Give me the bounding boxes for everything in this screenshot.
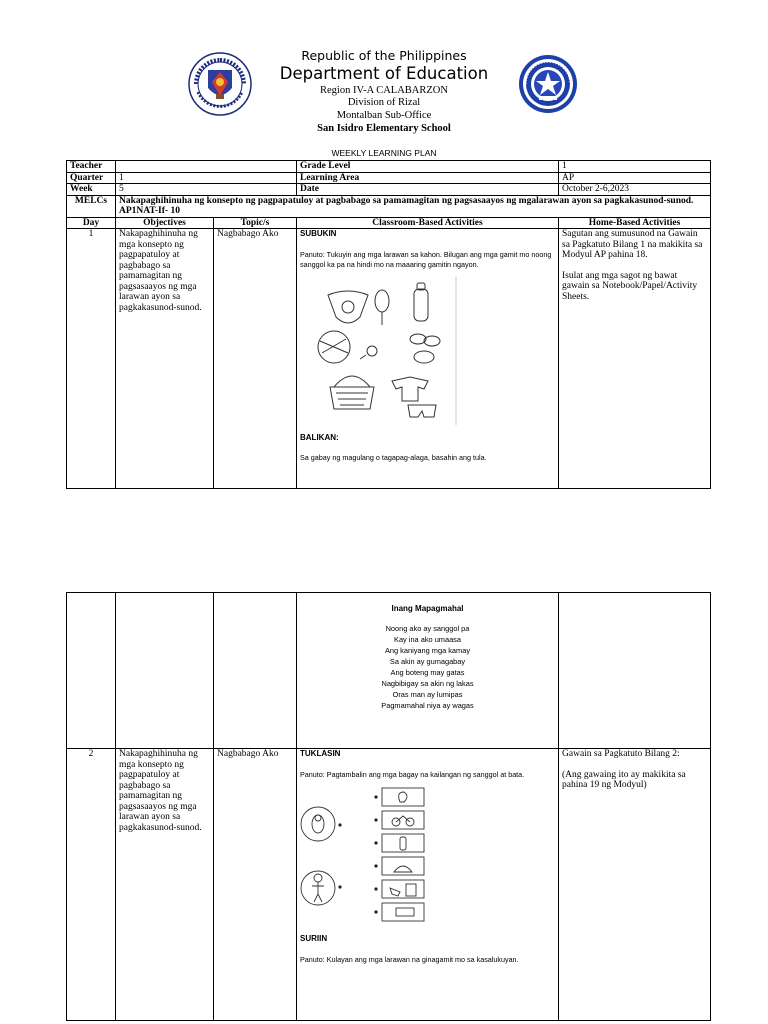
day1-home xyxy=(559,229,711,489)
day1-topic: Nagbabago Ako xyxy=(214,229,297,489)
poem-line: Oras man ay lumipas xyxy=(392,690,463,699)
poem-row-objective xyxy=(116,593,214,749)
day2-topic: Nagbabago Ako xyxy=(214,749,297,1021)
poem-line: Ang boteng may gatas xyxy=(390,668,465,677)
poem-row xyxy=(67,593,711,749)
matching-illustration xyxy=(300,784,460,928)
area-label: Learning Area xyxy=(297,172,559,184)
republic-line: Republic of the Philippines xyxy=(301,48,467,63)
weekly-plan-table-continued xyxy=(66,592,711,1021)
balikan-title: BALIKAN: xyxy=(300,432,339,442)
subukin-instructions: Panuto: Tukuyin ang mga larawan sa kahon. Bilugan ang mga gamit mo noong sanggol ka pa na hindi mo na maaaring gamitin ngayon. xyxy=(300,249,552,269)
poem-row-topic xyxy=(214,593,297,749)
grade-value: 1 xyxy=(559,161,711,173)
day2-home-task: Gawain sa Pagkatuto Bilang 2: xyxy=(562,749,680,759)
poem-title: Inang Mapagmahal xyxy=(391,604,464,613)
subukin-title: SUBUKIN xyxy=(300,229,337,238)
day1-classroom xyxy=(297,229,559,489)
weekly-plan-table xyxy=(66,160,711,489)
col-classroom: Classroom-Based Activities xyxy=(297,217,559,229)
quarter-label: Quarter xyxy=(67,172,116,184)
poem-row-day xyxy=(67,593,116,749)
day1-home-note: Isulat ang mga sagot ng bawat gawain sa Notebook/Papel/Activity Sheets. xyxy=(562,270,698,302)
poem-cell xyxy=(297,593,559,749)
poem-line: Ang kaniyang mga kamay xyxy=(384,646,471,655)
area-value: AP xyxy=(559,172,711,184)
poem-line: Nagbibigay sa akin ng lakas xyxy=(381,679,474,688)
day1-number: 1 xyxy=(67,229,116,489)
day2-home-note: (Ang gawaing ito ay makikita sa pahina 19 ng Modyul) xyxy=(562,769,686,790)
date-value: October 2-6,2023 xyxy=(559,184,711,196)
col-day: Day xyxy=(67,217,116,229)
week-value: 5 xyxy=(116,184,297,196)
col-home: Home-Based Activities xyxy=(559,217,711,229)
grade-label: Grade Level xyxy=(297,161,559,173)
date-label: Date xyxy=(297,184,559,196)
baby-items-illustration xyxy=(300,277,460,427)
suriin-title: SURIIN xyxy=(300,934,328,943)
poem-line: Sa akin ay gumagabay xyxy=(389,657,466,666)
melcs-row xyxy=(67,195,711,217)
day2-number: 2 xyxy=(67,749,116,1021)
melcs-label: MELCs xyxy=(67,195,116,217)
day1-objective: Nakapaghihinuha ng mga konsepto ng pagpapatuloy at pagbabago sa pamamagitan ng pagsasaayos ng mga larawan ayon sa pagkakasunod-sunod. xyxy=(116,229,214,489)
info-row-1 xyxy=(67,161,711,173)
teacher-value xyxy=(116,161,297,173)
poem-body xyxy=(300,623,555,711)
region-line: Region IV-A CALABARZON xyxy=(320,85,448,96)
melcs-value: Nakapaghihinuha ng konsepto ng pagpapatuloy at pagbabago sa pamamagitan ng pagsasaayos ng mgalarawan ayon sa pagkakasunod-sunod. AP1NAT-If- 10 xyxy=(116,195,711,217)
poem-line: Noong ako ay sanggol pa xyxy=(385,624,470,633)
tuklasin-instructions: Panuto: Pagtambalin ang mga bagay na kailangan ng sanggol at bata. xyxy=(300,769,525,779)
department-title: Department of Education xyxy=(279,64,489,83)
day2-classroom xyxy=(297,749,559,1021)
quarter-value: 1 xyxy=(116,172,297,184)
division-line: Division of Rizal xyxy=(347,97,421,108)
plan-title: WEEKLY LEARNING PLAN xyxy=(331,148,437,158)
day1-row xyxy=(67,229,711,489)
day2-home xyxy=(559,749,711,1021)
poem-line: Kay ina ako umaasa xyxy=(394,635,461,644)
col-objectives: Objectives xyxy=(116,217,214,229)
sub-office-line: Montalban Sub-Office xyxy=(336,110,432,121)
column-header-row xyxy=(67,217,711,229)
poem-row-home xyxy=(559,593,711,749)
info-row-2 xyxy=(67,172,711,184)
day2-objective: Nakapaghihinuha ng mga konsepto ng pagpapatuloy at pagbabago sa pamamagitan ng pagsasaayos ng mga larawan ayon sa pagkakasunod-sunod. xyxy=(116,749,214,1021)
teacher-label: Teacher xyxy=(67,161,116,173)
day1-home-task: Sagutan ang sumusunod na Gawain sa Pagkatuto Bilang 1 na makikita sa Modyul AP pahina 18. xyxy=(562,229,703,260)
info-row-3 xyxy=(67,184,711,196)
suriin-instructions: Panuto: Kulayan ang mga larawan na ginagamit mo sa kasalukuyan. xyxy=(300,954,519,964)
week-label: Week xyxy=(67,184,116,196)
poem-line: Pagmamahal niya ay wagas xyxy=(381,701,474,710)
tuklasin-title: TUKLASIN xyxy=(300,749,341,758)
school-name: San Isidro Elementary School xyxy=(317,123,451,134)
day2-row xyxy=(67,749,711,1021)
balikan-instructions: Sa gabay ng magulang o tagapag-alaga, basahin ang tula. xyxy=(300,453,487,462)
col-topics: Topic/s xyxy=(214,217,297,229)
